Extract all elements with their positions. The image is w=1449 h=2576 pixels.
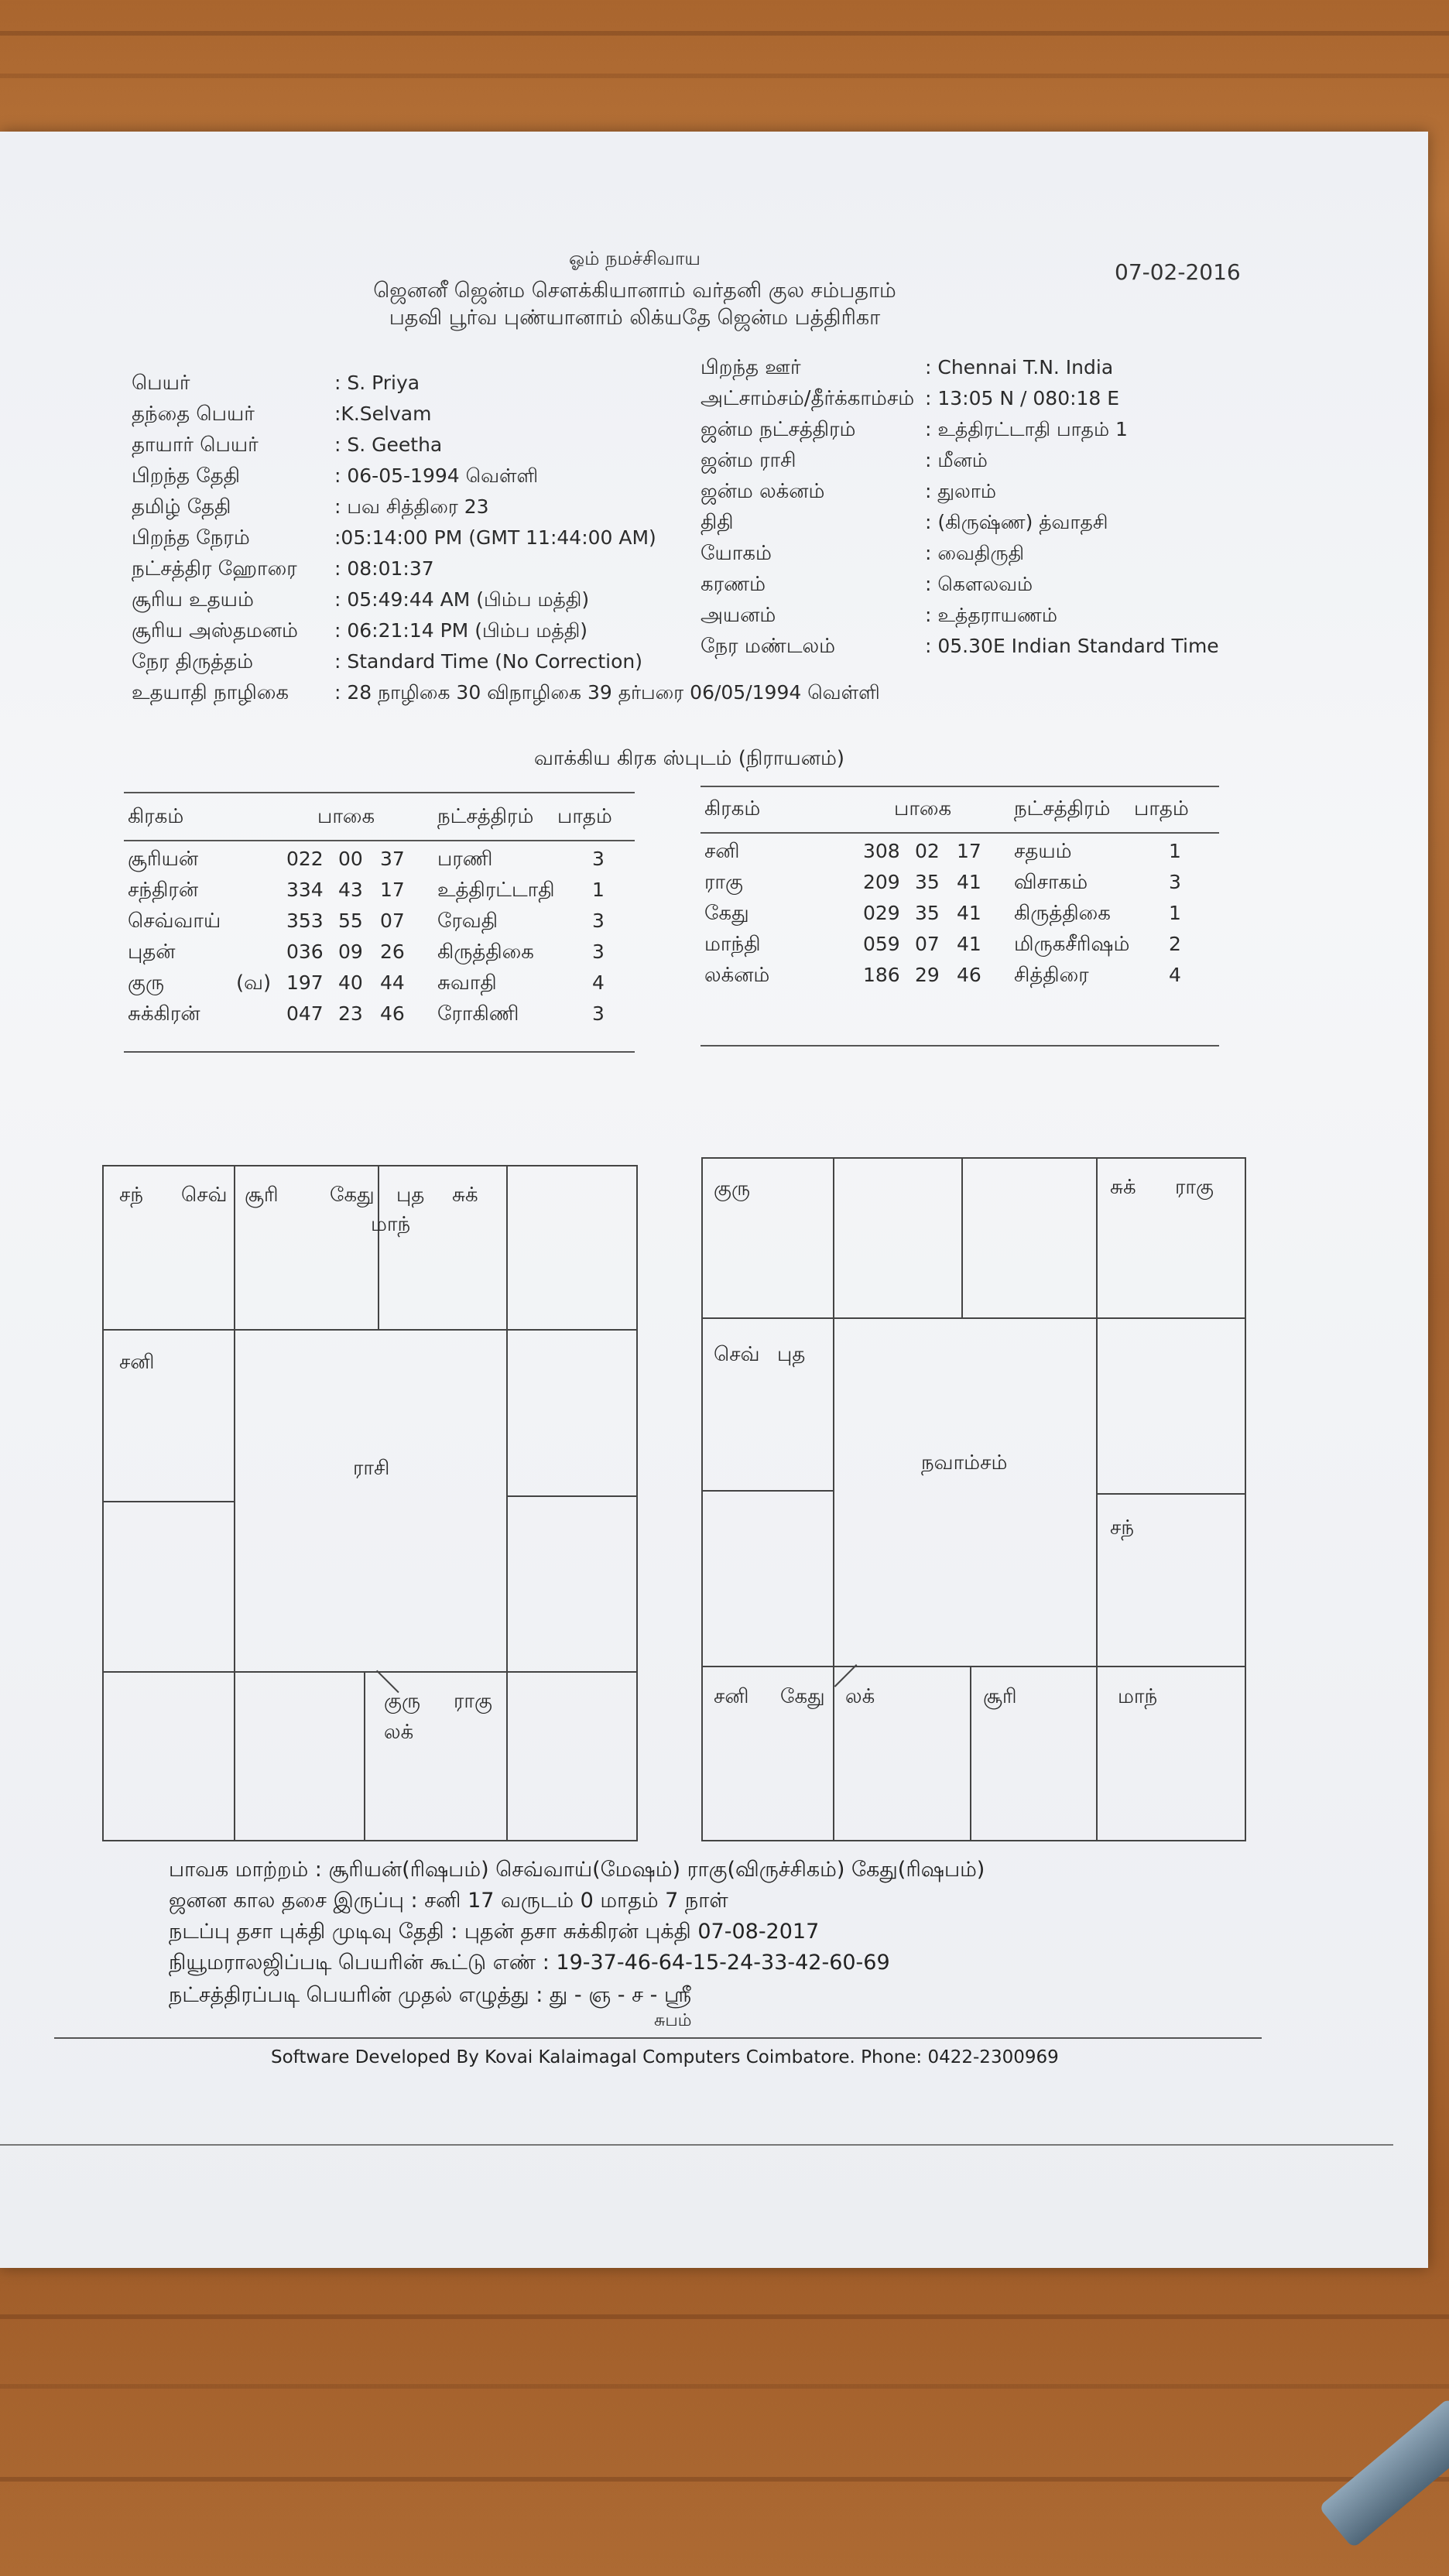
table-rule xyxy=(701,1045,1219,1046)
rasi-cell-libra: லக் xyxy=(384,1721,414,1744)
planet-degree: 308 xyxy=(863,840,900,862)
detail-value: : 06:21:14 PM (பிம்ப மத்தி) xyxy=(334,619,588,642)
planet-degree: 036 xyxy=(286,940,324,963)
detail-label: திதி xyxy=(701,511,734,534)
detail-label: நேர திருத்தம் xyxy=(132,650,254,673)
planet-second: 41 xyxy=(957,933,981,955)
horoscope-sheet xyxy=(0,132,1428,2268)
planet-second: 37 xyxy=(380,848,405,870)
table-rule xyxy=(701,786,1219,787)
planet-second: 41 xyxy=(957,871,981,893)
detail-label: ஜன்ம ராசி xyxy=(701,449,796,472)
planet-minute: 02 xyxy=(915,840,940,862)
name-letters-line: நட்சத்திரப்படி பெயரின் முதல் எழுத்து : து - ஞ - ச - ஸ்ரீ xyxy=(169,1983,692,2007)
planet-pada: 3 xyxy=(592,848,605,870)
rasi-cell-gemini: மாந் xyxy=(371,1213,411,1236)
header-line-2: ஜெனனீ ஜென்ம சௌக்கியானாம் வர்தனி குல சம்பதாம் xyxy=(373,279,896,303)
table-header: பாதம் xyxy=(1134,797,1189,820)
planet-name: சூரியன் xyxy=(128,848,199,871)
planet-pada: 1 xyxy=(1169,840,1181,862)
planet-minute: 07 xyxy=(915,933,940,955)
planet-degree: 334 xyxy=(286,879,324,901)
detail-value: : 05.30E Indian Standard Time xyxy=(925,635,1219,657)
table-header: கிரகம் xyxy=(704,797,761,820)
navamsa-cell-scorpio: சூரி xyxy=(983,1685,1017,1708)
detail-label: பிறந்த தேதி xyxy=(132,464,240,488)
planet-second: 46 xyxy=(957,964,981,986)
planet-section-title: வாக்கிய கிரக ஸ்புடம் (நிராயனம்) xyxy=(534,747,845,770)
rasi-cell-taurus: கேது xyxy=(330,1184,375,1207)
planet-degree: 029 xyxy=(863,902,900,924)
planet-minute: 35 xyxy=(915,871,940,893)
table-rule xyxy=(124,1051,635,1053)
rasi-cell-aquarius: சனி xyxy=(119,1351,155,1374)
print-date: 07-02-2016 xyxy=(1115,259,1241,285)
detail-value: : 06-05-1994 வெள்ளி xyxy=(334,464,539,487)
detail-label: ஜன்ம நட்சத்திரம் xyxy=(701,418,856,441)
planet-star: கிருத்திகை xyxy=(437,940,534,964)
rasi-cell-pisces: சந் xyxy=(119,1184,144,1207)
planet-degree: 186 xyxy=(863,964,900,986)
retro-tag: (வ) xyxy=(236,971,272,995)
rasi-cell-aries: சூரி xyxy=(245,1184,279,1207)
footer-rule xyxy=(54,2037,1262,2039)
detail-value: : துலாம் xyxy=(925,480,996,502)
detail-label: உதயாதி நாழிகை xyxy=(132,681,289,704)
detail-value: : மீனம் xyxy=(925,449,988,471)
rasi-cell-libra: ராகு xyxy=(454,1690,492,1713)
planet-name: சந்திரன் xyxy=(128,879,199,902)
navamsa-chart xyxy=(701,1157,1246,1841)
planet-star: விசாகம் xyxy=(1014,871,1088,894)
planet-star: உத்திரட்டாதி xyxy=(437,879,555,902)
planet-name: கேது xyxy=(704,902,749,925)
rasi-cell-gemini: புத xyxy=(396,1184,425,1207)
detail-value: : பவ சித்திரை 23 xyxy=(334,495,489,518)
detail-label: ஜன்ம லக்னம் xyxy=(701,480,825,503)
planet-name: புதன் xyxy=(128,940,176,964)
navamsa-cell-libra: மாந் xyxy=(1118,1685,1158,1708)
planet-second: 41 xyxy=(957,902,981,924)
software-credit: Software Developed By Kovai Kalaimagal Computers Coimbatore. Phone: 0422-2300969 xyxy=(271,2047,1059,2067)
detail-label: சூரிய உதயம் xyxy=(132,588,254,611)
planet-name: ராகு xyxy=(704,871,743,894)
planet-pada: 3 xyxy=(592,1002,605,1025)
detail-label: அட்சாம்சம்/தீர்க்காம்சம் xyxy=(701,387,915,410)
planet-minute: 40 xyxy=(338,971,363,994)
detail-label: அயனம் xyxy=(701,604,776,627)
table-header: நட்சத்திரம் xyxy=(1014,797,1111,820)
rasi-cell-gemini: சுக் xyxy=(452,1184,478,1207)
planet-star: சுவாதி xyxy=(437,971,497,995)
planet-degree: 353 xyxy=(286,909,324,932)
navamsa-cell-sagittarius: லக் xyxy=(845,1685,875,1708)
detail-value: : Standard Time (No Correction) xyxy=(334,650,642,673)
header-line-1: ஓம் நமச்சிவாய xyxy=(569,248,701,269)
planet-minute: 23 xyxy=(338,1002,363,1025)
table-header: பாதம் xyxy=(557,805,612,828)
navamsa-cell-capricorn: கேது xyxy=(780,1685,825,1708)
subham-text: சுபம் xyxy=(654,2011,692,2030)
detail-label: பிறந்த ஊர் xyxy=(701,356,801,379)
numerology-line: நியூமராலஜிப்படி பெயரின் கூட்டு எண் : 19-37-46-64-15-24-33-42-60-69 xyxy=(169,1951,890,1975)
detail-value: : 28 நாழிகை 30 விநாழிகை 39 தர்பரை 06/05/1994 வெள்ளி xyxy=(334,681,880,704)
detail-value: : உத்திரட்டாதி பாதம் 1 xyxy=(925,418,1128,440)
planet-second: 17 xyxy=(957,840,981,862)
wood-grain xyxy=(0,31,1449,36)
current-dasa-line: நடப்பு தசா புக்தி முடிவு தேதி : புதன் தசா சுக்கிரன் புக்தி 07-08-2017 xyxy=(169,1920,820,1944)
detail-value: : S. Priya xyxy=(334,372,420,394)
table-rule xyxy=(701,832,1219,834)
planet-degree: 047 xyxy=(286,1002,324,1025)
planet-pada: 3 xyxy=(1169,871,1181,893)
detail-value: : (கிருஷ்ண) த்வாதசி xyxy=(925,511,1108,533)
planet-star: ரோகிணி xyxy=(437,1002,519,1026)
table-rule xyxy=(124,840,635,841)
detail-label: நேர மண்டலம் xyxy=(701,635,836,658)
planet-degree: 059 xyxy=(863,933,900,955)
detail-label: தாயார் பெயர் xyxy=(132,433,259,457)
planet-pada: 1 xyxy=(1169,902,1181,924)
detail-label: நட்சத்திர ஹோரை xyxy=(132,557,297,581)
navamsa-cell-pisces: குரு xyxy=(714,1177,751,1201)
planet-minute: 43 xyxy=(338,879,363,901)
detail-label: பெயர் xyxy=(132,372,190,395)
planet-star: ரேவதி xyxy=(437,909,498,933)
planet-degree: 197 xyxy=(286,971,324,994)
planet-minute: 29 xyxy=(915,964,940,986)
planet-star: கிருத்திகை xyxy=(1014,902,1111,925)
planet-minute: 00 xyxy=(338,848,363,870)
detail-value: : 08:01:37 xyxy=(334,557,434,580)
rasi-chart xyxy=(102,1165,638,1841)
table-header: பாகை xyxy=(317,805,375,828)
planet-minute: 35 xyxy=(915,902,940,924)
planet-second: 44 xyxy=(380,971,405,994)
navamsa-cell-cancer: ராகு xyxy=(1175,1176,1214,1199)
navamsa-cell-cancer: சுக் xyxy=(1110,1176,1136,1199)
planet-star: சதயம் xyxy=(1014,840,1072,863)
bhava-change-line: பாவக மாற்றம் : சூரியன்(ரிஷபம்) செவ்வாய்(மேஷம்) ராகு(விருச்சிகம்) கேது(ரிஷபம்) xyxy=(169,1858,985,1882)
detail-label: தமிழ் தேதி xyxy=(132,495,231,519)
navamsa-cell-capricorn: சனி xyxy=(714,1685,749,1708)
planet-name: செவ்வாய் xyxy=(128,909,221,933)
detail-value: : வைதிருதி xyxy=(925,542,1025,564)
header-line-3: பதவி பூர்வ புண்யானாம் லிக்யதே ஜென்ம பத்திரிகா xyxy=(389,306,881,330)
table-header: கிரகம் xyxy=(128,805,184,828)
detail-value: : கௌலவம் xyxy=(925,573,1033,595)
navamsa-chart-title: நவாம்சம் xyxy=(921,1451,1008,1475)
planet-minute: 09 xyxy=(338,940,363,963)
detail-label: சூரிய அஸ்தமனம் xyxy=(132,619,298,642)
detail-label: யோகம் xyxy=(701,542,772,565)
rasi-cell-pisces: செவ் xyxy=(181,1184,228,1207)
detail-label: தந்தை பெயர் xyxy=(132,402,255,426)
planet-second: 26 xyxy=(380,940,405,963)
planet-degree: 022 xyxy=(286,848,324,870)
planet-star: பரணி xyxy=(437,848,493,871)
planet-name: சனி xyxy=(704,840,740,863)
planet-pada: 4 xyxy=(592,971,605,994)
planet-degree: 209 xyxy=(863,871,900,893)
planet-pada: 1 xyxy=(592,879,605,901)
detail-value: : 13:05 N / 080:18 E xyxy=(925,387,1120,409)
rasi-cell-libra: குரு xyxy=(384,1690,421,1713)
table-rule xyxy=(124,792,635,793)
pen-object xyxy=(1318,2397,1449,2548)
planet-second: 46 xyxy=(380,1002,405,1025)
planet-pada: 4 xyxy=(1169,964,1181,986)
detail-value: : 05:49:44 AM (பிம்ப மத்தி) xyxy=(334,588,590,611)
wood-grain xyxy=(0,2384,1449,2389)
planet-name: சுக்கிரன் xyxy=(128,1002,200,1026)
planet-pada: 3 xyxy=(592,940,605,963)
planet-pada: 2 xyxy=(1169,933,1181,955)
fold-line xyxy=(0,2144,1393,2146)
table-header: பாகை xyxy=(894,797,952,820)
planet-pada: 3 xyxy=(592,909,605,932)
planet-name: லக்னம் xyxy=(704,964,770,987)
detail-value: : உத்தராயணம் xyxy=(925,604,1057,626)
dasa-balance-line: ஜனன கால தசை இருப்பு : சனி 17 வருடம் 0 மாதம் 7 நாள் xyxy=(169,1889,728,1913)
planet-star: மிருகசீரிஷம் xyxy=(1014,933,1130,956)
navamsa-cell-leo: சந் xyxy=(1110,1516,1135,1540)
planet-star: சித்திரை xyxy=(1014,964,1089,987)
detail-value: :K.Selvam xyxy=(334,402,432,425)
navamsa-cell-aquarius: புத xyxy=(777,1343,806,1366)
planet-name: குரு xyxy=(128,971,165,995)
planet-second: 17 xyxy=(380,879,405,901)
planet-minute: 55 xyxy=(338,909,363,932)
rasi-chart-title: ராசி xyxy=(353,1457,390,1480)
detail-label: பிறந்த நேரம் xyxy=(132,526,250,550)
detail-value: :05:14:00 PM (GMT 11:44:00 AM) xyxy=(334,526,656,549)
wood-grain xyxy=(0,2314,1449,2319)
detail-value: : Chennai T.N. India xyxy=(925,356,1114,379)
detail-value: : S. Geetha xyxy=(334,433,443,456)
detail-label: கரணம் xyxy=(701,573,766,596)
wood-grain xyxy=(0,2477,1449,2482)
wood-grain xyxy=(0,74,1449,78)
table-header: நட்சத்திரம் xyxy=(437,805,534,828)
planet-second: 07 xyxy=(380,909,405,932)
planet-name: மாந்தி xyxy=(704,933,761,956)
navamsa-cell-aquarius: செவ் xyxy=(714,1343,760,1366)
